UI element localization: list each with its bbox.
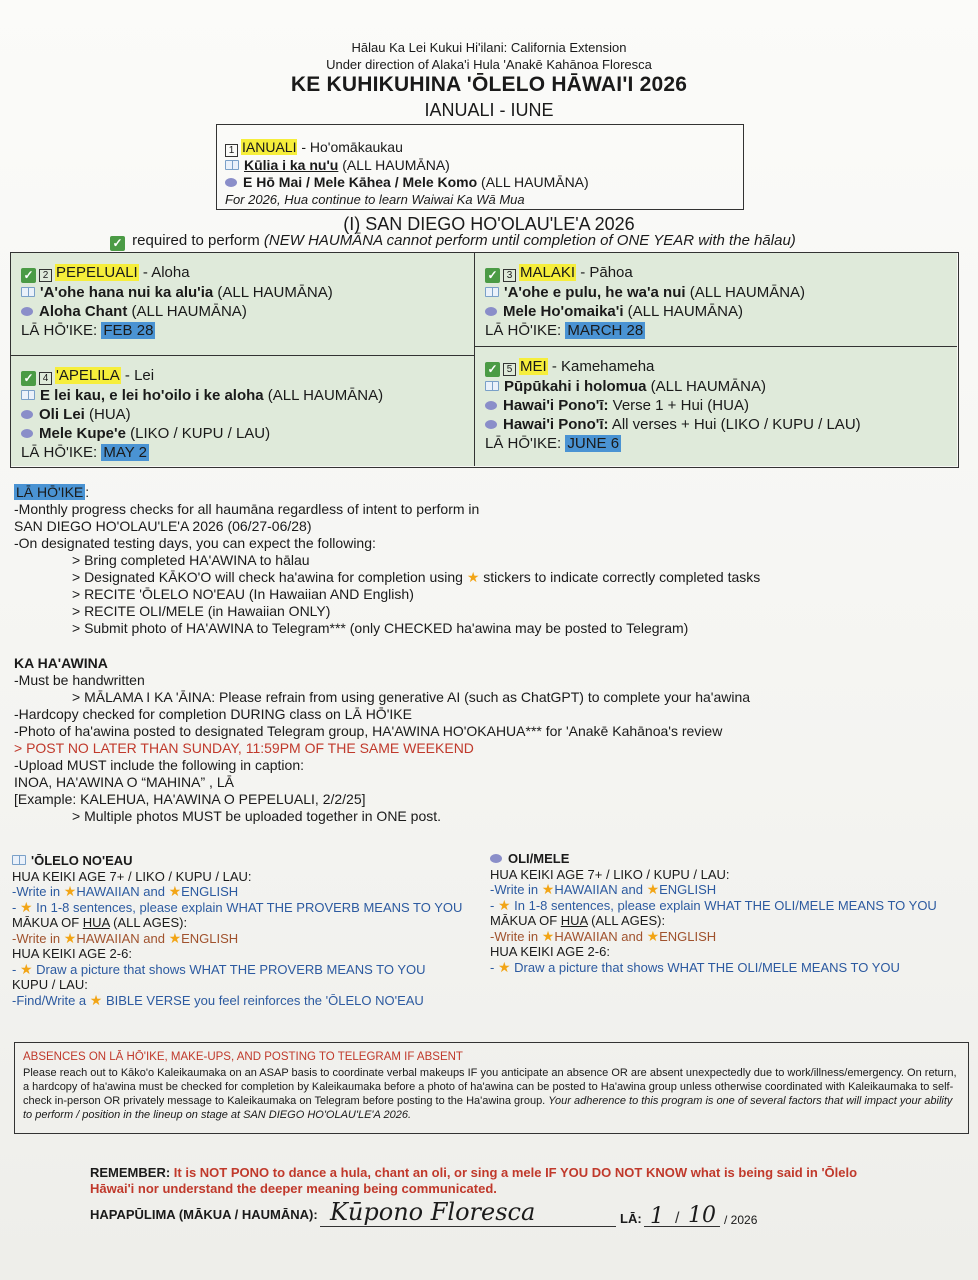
checkmark-icon: ✓ [21,268,36,283]
required-text: required to perform [132,232,264,249]
write-line [12,884,482,900]
speech-bubble-icon [21,307,33,316]
olelo-title: Pūpūkahi i holomua [504,378,647,395]
date-year: / 2026 [724,1213,758,1227]
write-text: ENGLISH [181,884,239,899]
olelo-heading: 'ŌLELO NO'EAU [31,853,133,868]
hoike-date: MARCH 28 [567,322,644,339]
hoike-bullet: > Submit photo of HA'AWINA to Telegram*** (only CHECKED ha'awina may be posted to Telegram) [72,620,689,636]
write-text: -Write in [12,884,64,899]
haawina-line: INOA, HA'AWINA O “MAHINA” , LĀ [14,774,234,790]
number-box: 5 [503,363,516,376]
date-separator: / [675,1210,680,1227]
speech-bubble-icon [485,401,497,410]
date-month: 1 [650,1204,664,1229]
mele-title-alt: Hawai'i Pono'ī: [503,416,609,433]
number-box: 2 [39,269,52,282]
star-icon: ★ [646,927,660,944]
month-theme: - Ho'omākaukau [297,139,403,155]
month-theme: - Lei [120,367,155,384]
hoike-label: LĀ HŌ'IKE: [21,444,102,461]
hoike-label: LĀ HŌ'IKE: [21,322,102,339]
write-text: HAWAIIAN and [554,882,647,897]
speech-bubble-icon [21,429,33,438]
month-label: 'APELILA [56,367,120,384]
sentences-line: - ★ In 1-8 sentences, please explain WHAT THE OLI/MELE MEANS TO YOU [490,896,937,913]
book-icon [12,855,26,865]
hoike-section [14,484,760,637]
star-icon: ★ [19,960,33,977]
speech-bubble-icon [485,420,497,429]
month-label: IANUALI [242,139,297,155]
hoike-heading: LĀ HŌ'IKE [16,484,84,500]
olelo-column [12,853,482,1008]
speech-bubble-icon [485,307,497,316]
star-icon: ★ [497,958,511,975]
january-box [216,124,744,210]
mele-audience-alt: All verses + Hui (LIKO / KUPU / LAU) [608,416,861,433]
remember-label: REMEMBER: [90,1165,174,1180]
group-label: HUA KEIKI AGE 2-6: [490,944,610,959]
hoike-bullet: > RECITE 'ŌLELO NO'EAU (In Hawaiian AND English) [72,586,414,602]
sentences-text: In 1-8 sentences, please explain WHAT THE PROVERB MEANS TO YOU [36,899,463,915]
deadline-line: > POST NO LATER THAN SUNDAY, 11:59PM OF THE SAME WEEKEND [14,740,474,756]
mele-title: E Hō Mai / Mele Kāhea / Mele Komo [243,174,478,190]
date-label: LĀ: [620,1211,642,1226]
hoike-date: JUNE 6 [567,435,620,452]
number-box: 3 [503,269,516,282]
write-line [490,882,970,898]
hoike-line: SAN DIEGO HO'OLAU'LE'A 2026 (06/27-06/28) [14,518,312,534]
write-text: ENGLISH [181,930,239,946]
january-note: For 2026, Hua continue to learn Waiwai Ka Wā Mua [225,192,525,207]
haawina-line: -Upload MUST include the following in caption: [14,757,305,773]
olelo-audience: (ALL HAUMĀNA) [263,387,384,404]
makua-line [490,913,970,929]
checkmark-icon: ✓ [110,236,125,251]
write-line [12,931,482,947]
haawina-line: > Multiple photos MUST be uploaded together in ONE post. [72,808,442,824]
cell-march [475,253,957,347]
olelo-title: E lei kau, e lei ho'oilo i ke aloha [40,387,264,404]
book-icon [485,381,499,391]
sentences-text: In 1-8 sentences, please explain WHAT THE OLI/MELE MEANS TO YOU [514,897,937,913]
checkmark-icon: ✓ [485,268,500,283]
cell-april [11,356,475,466]
date-day: 10 [688,1203,716,1228]
bible-line [12,993,482,1009]
star-icon: ★ [646,881,660,897]
cell-may [475,347,957,466]
star-icon: ★ [168,883,182,899]
remember-text: It is NOT PONO to dance a hula, chant an oli, or sing a mele IF YOU DO NOT KNOW what is being said in 'Ōlelo Hāwai'i nor understand the deeper meaning being communicated. [90,1165,858,1196]
required-condition: (NEW HAUMĀNA cannot perform until completion of ONE YEAR with the hālau) [263,232,796,249]
mele-title: Hawai'i Pono'ī: [503,397,609,414]
sentences-line: - ★ In 1-8 sentences, please explain WHAT THE PROVERB MEANS TO YOU [12,898,463,915]
month-label: MALAKI [520,264,576,281]
hoike-line: -On designated testing days, you can expect the following: [14,535,376,551]
write-text: HAWAIIAN and [554,928,647,944]
group-label-hua: HUA [82,915,110,930]
group-label: MĀKUA OF [490,913,561,928]
speech-bubble-icon [225,178,237,187]
haawina-line: -Hardcopy checked for completion DURING class on LĀ HŌ'IKE [14,706,412,722]
mele-title: Mele Ho'omaika'i [503,303,624,320]
haawina-section [14,655,750,825]
number-box: 4 [39,372,52,385]
page-subtitle: IANUALI - IUNE [424,100,554,120]
write-text: -Write in [490,882,542,897]
hoike-bullet: > RECITE OLI/MELE (in Hawaiian ONLY) [72,603,331,619]
makua-line [12,915,482,931]
olelo-title: 'A'ohe e pulu, he wa'a nui [504,284,686,301]
cell-february [11,253,475,356]
draw-line: - ★ Draw a picture that shows WHAT THE OLI/MELE MEANS TO YOU [490,958,900,975]
draw-text: Draw a picture that shows WHAT THE PROVERB MEANS TO YOU [36,961,426,977]
absences-italic: Your adherence to this program is one of several factors that will impact your ability to perform / position in the lineup on stage at SAN DIEGO HO'OLAU'LE'A 2026. [23,1095,953,1121]
month-label: MEI [520,358,547,375]
star-icon: ★ [541,927,555,944]
month-theme: - Pāhoa [576,264,633,281]
bible-text: BIBLE VERSE you feel reinforces the 'ŌLELO NO'EAU [105,992,424,1008]
olelo-title: 'A'ohe hana nui ka alu'ia [40,284,214,301]
haawina-example: [Example: KALEHUA, HA'AWINA O PEPELUALI, 2/2/25] [14,791,366,807]
mele-audience: Verse 1 + Hui (HUA) [608,397,749,414]
required-note [110,232,796,251]
draw-text: Draw a picture that shows WHAT THE OLI/MELE MEANS TO YOU [514,959,900,975]
month-label: PEPELUALI [56,264,138,281]
san-diego-title: (I) SAN DIEGO HO'OLAU'LE'A 2026 [343,214,635,234]
group-label: MĀKUA OF [12,915,83,930]
oli-heading: OLI/MELE [508,851,570,866]
absences-body [23,1066,960,1122]
page-title: KE KUHIKUHINA 'ŌLELO HĀWAI'I 2026 [290,73,688,96]
oli-audience: (HUA) [84,406,131,423]
month-theme: - Aloha [138,264,190,281]
month-grid [10,252,959,468]
hoike-label: LĀ HŌ'IKE: [485,435,566,452]
direction-line: Under direction of Alaka'i Hula 'Anakē Kahānoa Floresca [326,57,652,72]
draw-line: - ★ Draw a picture that shows WHAT THE PROVERB MEANS TO YOU [12,960,426,977]
absences-heading: ABSENCES ON LĀ HŌ'IKE, MAKE-UPS, AND POSTING TO TELEGRAM IF ABSENT [23,1051,463,1063]
group-label: KUPU / LAU: [12,977,88,992]
checkmark-icon: ✓ [21,371,36,386]
write-text: HAWAIIAN and [76,884,169,899]
haawina-heading: KA HA'AWINA [14,655,108,671]
mele-audience: (LIKO / KUPU / LAU) [125,425,271,442]
hoike-date: MAY 2 [103,444,148,461]
signature-handwriting: Kūpono Floresca [330,1198,536,1226]
star-icon: ★ [541,881,555,897]
haawina-line: -Photo of ha'awina posted to designated Telegram group, HA'AWINA HO'OKAHUA*** for 'Anakē Kahānoa's review [14,723,723,739]
write-line [490,929,970,945]
star-icon: ★ [466,569,480,585]
star-icon: ★ [168,929,182,946]
book-icon [21,390,35,400]
oli-title: Oli Lei [39,406,85,423]
halau-name: Hālau Ka Lei Kukui Hi'ilani: California Extension [351,40,627,55]
write-text: ENGLISH [659,928,717,944]
star-icon: ★ [89,991,103,1008]
mele-audience: (ALL HAUMĀNA) [623,303,743,320]
write-text: HAWAIIAN and [76,930,169,946]
star-icon: ★ [497,896,511,913]
number-box: 1 [225,144,238,157]
group-label: HUA KEIKI AGE 7+ / LIKO / KUPU / LAU: [490,866,730,882]
hoike-label: LĀ HŌ'IKE: [485,322,566,339]
checkmark-icon: ✓ [485,362,500,377]
mele-title: Mele Kupe'e [39,425,126,442]
bible-text: -Find/Write a [12,992,90,1008]
star-icon: ★ [63,929,77,946]
group-label: HUA KEIKI AGE 7+ / LIKO / KUPU / LAU: [12,868,252,884]
absences-box [14,1042,969,1134]
group-label-hua: HUA [560,913,588,928]
mele-title: Aloha Chant [39,303,128,320]
group-label: HUA KEIKI AGE 2-6: [12,946,132,961]
signature-line [320,1226,616,1227]
book-icon [225,160,239,170]
hoike-bullet: > Bring completed HA'AWINA to hālau [72,552,310,568]
star-icon: ★ [19,898,33,915]
mele-audience: (ALL HAUMĀNA) [477,174,589,190]
hoike-line: -Monthly progress checks for all haumāna regardless of intent to perform in [14,501,480,517]
hoike-bullet [14,569,760,586]
olelo-audience: (ALL HAUMĀNA) [213,284,333,301]
group-label: (ALL AGES): [109,915,188,930]
hoike-date: FEB 28 [103,322,154,339]
oli-column [490,851,970,975]
write-text: -Write in [12,930,64,946]
speech-bubble-icon [21,410,33,419]
olelo-audience: (ALL HAUMĀNA) [685,284,806,301]
olelo-audience: (ALL HAUMĀNA) [646,378,766,395]
write-text: ENGLISH [659,882,717,897]
speech-bubble-icon [490,854,502,863]
signature-label: HAPAPŪLIMA (MĀKUA / HAUMĀNA): [90,1207,318,1222]
book-icon [21,287,35,297]
group-label: (ALL AGES): [587,913,666,928]
write-text: -Write in [490,928,542,944]
olelo-audience: (ALL HAUMĀNA) [338,157,450,173]
hoike-colon: : [85,484,90,500]
month-theme: - Kamehameha [547,358,655,375]
bullet-text: > Designated KĀKO'O will check ha'awina for completion using [72,569,467,585]
mele-audience: (ALL HAUMĀNA) [127,303,247,320]
book-icon [485,287,499,297]
remember-note [90,1165,890,1197]
star-icon: ★ [63,883,77,899]
absences-text: Please reach out to Kāko'o Kaleikaumaka on an ASAP basis to coordinate verbal makeups IF you anticipate an absence OR are absent unexpectedly due to work/illness/emergency. On return, a hardcopy of ha'awina must be checked for completion by Kaleikaumaka before a photo of ha'awina can be posted to Ha'awina group unless otherwise coordinated with Kaleikaumaka to self-check in-person OR privately message to Kaleikaumaka on Telegram before posting to the Ha'awina group. [23,1067,957,1107]
haawina-line: -Must be handwritten [14,672,145,688]
olelo-title: Kūlia i ka nu'u [244,157,339,173]
bullet-text: stickers to indicate correctly completed tasks [479,569,761,585]
haawina-line: > MĀLAMA I KA 'ĀINA: Please refrain from using generative AI (such as ChatGPT) to complete your ha'awina [72,689,751,705]
